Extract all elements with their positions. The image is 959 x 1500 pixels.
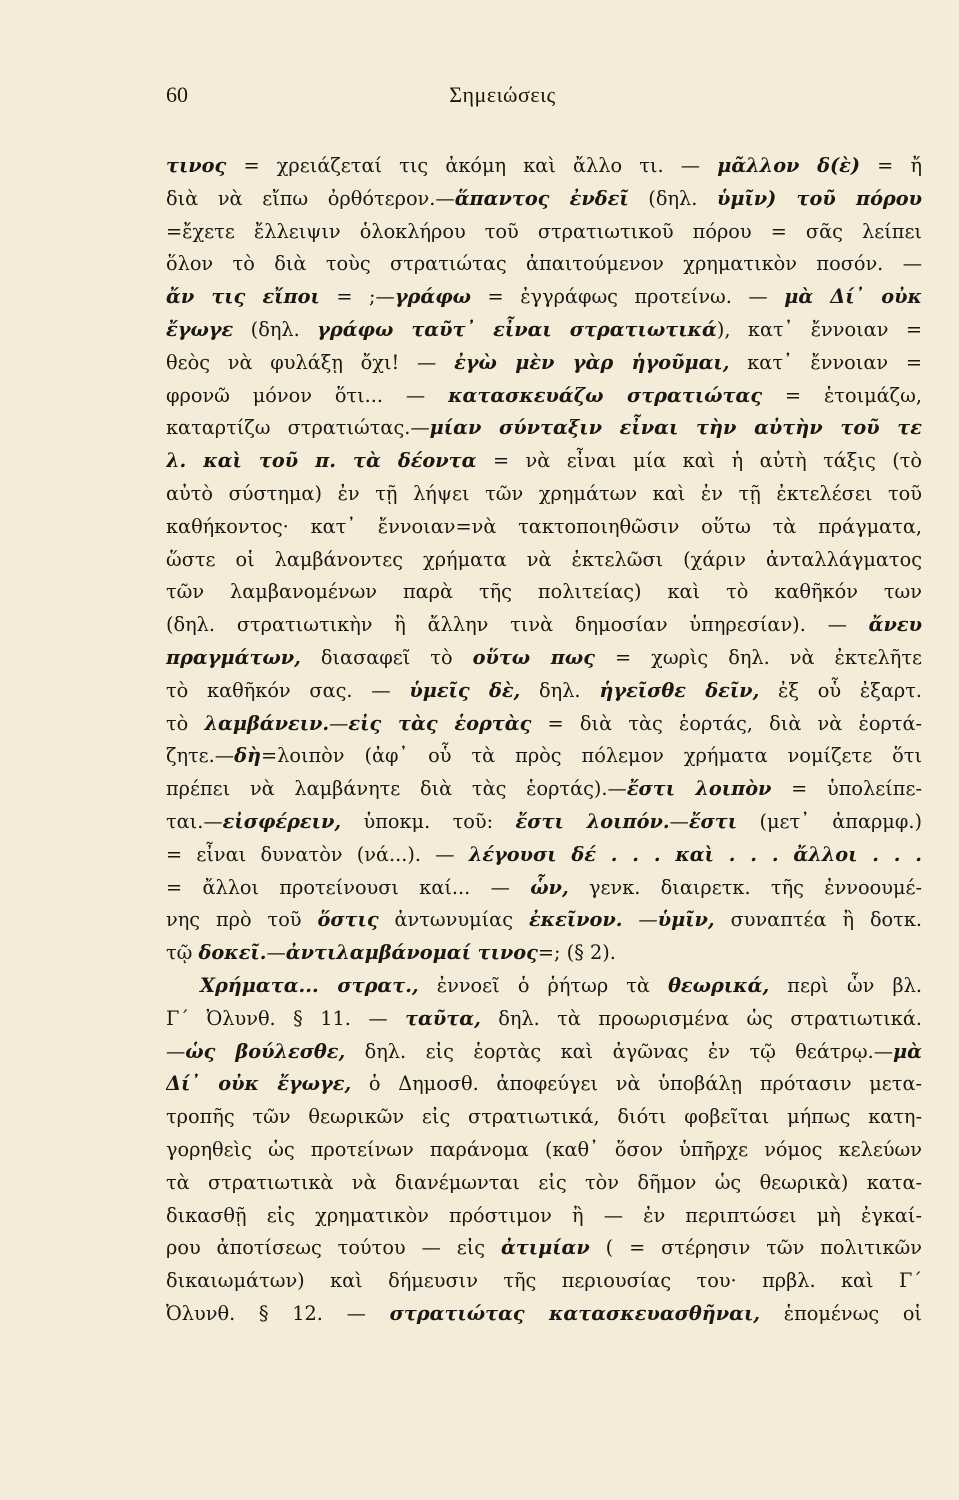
text-line [166, 314, 922, 347]
gloss-text: ἐννοεῖ ὁ ῥήτωρ τὰ [418, 973, 669, 997]
text-line [166, 773, 922, 806]
gloss-text: δικαιωμάτων) καὶ δήμευσιν τῆς περιουσίας του· πρβλ. καὶ Γ΄ [166, 1269, 922, 1293]
text-line [166, 544, 922, 577]
text-line [166, 281, 922, 314]
text-line [166, 1003, 922, 1036]
text-line [166, 1298, 922, 1331]
text-line [166, 216, 922, 249]
lemma-bold: γράφω [394, 285, 472, 309]
gloss-text: = χρειάζεταί τις ἀκόμη καὶ ἄλλο τι. — [226, 154, 718, 177]
text-line [166, 1232, 922, 1265]
gloss-text: = ἑτοιμάζω, [762, 383, 922, 407]
gloss-text: γενκ. διαιρετκ. τῆς ἐννοουμέ- [568, 875, 922, 899]
gloss-text: = ἐγγράφως προτείνω. — [471, 285, 785, 309]
lemma-bold: δὴ [234, 744, 261, 768]
lemma-bold: Χρήματα... στρατ., [200, 973, 419, 997]
lemma-bold: ἐγὼ μὲν γὰρ ἡγοῦμαι, [454, 350, 730, 374]
lemma-bold: ὧν, [530, 875, 569, 899]
gloss-text: = ;— [319, 285, 395, 309]
lemma-bold: ταῦτα, [405, 1006, 481, 1030]
gloss-text: ὁ Δημοσθ. ἀποφεύγει νὰ ὑποβάλῃ πρότασιν μετα- [351, 1072, 922, 1096]
lemma-bold: ἔστι [688, 809, 738, 833]
notes-text-block [166, 150, 922, 1331]
gloss-text: ὑποκμ. τοῦ: [341, 809, 516, 833]
gloss-text: = χωρὶς δηλ. νὰ ἐκτελῆτε [594, 645, 922, 669]
text-line [166, 970, 922, 1003]
lemma-bold: ἔγωγε [166, 317, 234, 341]
lemma-bold: εἰς τὰς ἑορτὰς [348, 711, 532, 735]
text-line [166, 347, 922, 380]
gloss-text: ), κατ᾽ ἔννοιαν = [716, 317, 922, 341]
gloss-text: τὸ [166, 711, 205, 735]
text-line [166, 1167, 922, 1200]
lemma-bold: στρατιώτας κατασκευασθῆναι, [389, 1301, 761, 1325]
gloss-text: — [622, 908, 658, 932]
page-header [166, 82, 839, 122]
lemma-bold: ἡγεῖσθε δεῖν, [599, 678, 760, 702]
gloss-text: =ἔχετε ἔλλειψιν ὁλοκλήρου τοῦ στρατιωτικοῦ πόρου = σᾶς λείπει [166, 219, 922, 243]
lemma-bold: τινος [166, 154, 227, 177]
text-line [166, 576, 922, 609]
text-line [166, 740, 922, 773]
text-line [166, 872, 922, 905]
lemma-bold: ἅπαντος ἐνδεῖ [454, 186, 629, 210]
gloss-text: =; (§ 2). [537, 941, 616, 965]
text-line [166, 904, 922, 937]
gloss-text: = νὰ εἶναι μία καὶ ἡ αὐτὴ τάξις (τὸ [476, 449, 922, 473]
gloss-text: ὥστε οἱ λαμβάνοντες χρήματα νὰ ἐκτελῶσι (χάριν ἀνταλλάγματος [166, 547, 922, 571]
text-line [166, 248, 922, 281]
lemma-bold: ὑμεῖς δὲ, [409, 678, 521, 702]
gloss-text: ρου ἀποτίσεως τούτου — εἰς [166, 1236, 501, 1260]
lemma-bold: ἐκεῖνον. [528, 908, 623, 932]
gloss-text: τὸ καθῆκόν σας. — [166, 678, 410, 702]
text-line [166, 1265, 922, 1298]
lemma-bold: μὰ [893, 1039, 922, 1063]
lemma-bold: ἄν τις εἴποι [166, 285, 320, 309]
gloss-text: τὰ στρατιωτικὰ νὰ διανέμωνται εἰς τὸν δῆμον ὡς θεωρικὰ) κατα- [166, 1170, 922, 1194]
text-line [166, 412, 922, 445]
gloss-text: ἐξ οὗ ἐξαρτ. [759, 678, 922, 702]
text-line [166, 675, 922, 708]
lemma-bold: ἔστι λοιπόν. [515, 809, 670, 833]
lemma-bold: ἀτιμίαν [500, 1236, 590, 1260]
gloss-text: ἀντωνυμίας [378, 908, 529, 932]
gloss-text: νης πρὸ τοῦ [166, 908, 318, 932]
gloss-text: ται.— [166, 809, 223, 833]
lemma-bold: γράφω ταῦτ᾽ εἶναι στρατιωτικά [317, 317, 717, 341]
lemma-bold: οὕτω πως [472, 645, 595, 669]
text-line [166, 445, 922, 478]
gloss-text: ζητε.— [166, 744, 235, 768]
gloss-text: δικασθῇ εἰς χρηματικὸν πρόστιμον ἢ — ἐν περιπτώσει μὴ ἐγκαί- [166, 1203, 922, 1227]
gloss-text: Γ΄ Ὀλυνθ. § 11. — [166, 1006, 406, 1030]
lemma-bold: κατασκευάζω στρατιώτας [448, 383, 763, 407]
running-title: Σημειώσεις [449, 82, 556, 107]
lemma-bold: λ. καὶ τοῦ π. τὰ δέοντα [166, 449, 477, 473]
gloss-text: αὐτὸ σύστημα) ἐν τῇ λήψει τῶν χρημάτων καὶ ἐν τῇ ἐκτελέσει τοῦ [166, 481, 922, 505]
lemma-bold: λαμβάνειν. [204, 711, 330, 735]
text-line [166, 708, 922, 741]
gloss-text: ( = στέρησιν τῶν πολιτικῶν [589, 1236, 922, 1260]
gloss-text: τῶν λαμβανομένων παρὰ τῆς πολιτείας) καὶ τὸ καθῆκόν των [166, 580, 922, 604]
gloss-text: τῷ [166, 941, 199, 965]
gloss-text: θεὸς νὰ φυλάξῃ ὄχι! — [166, 350, 455, 374]
gloss-text: = ὑπολείπε- [771, 777, 922, 801]
gloss-text: (δηλ. στρατιωτικὴν ἢ ἄλλην τινὰ δημοσίαν ὑπηρεσίαν). — [166, 613, 869, 637]
gloss-text: δηλ. εἰς ἑορτὰς καὶ ἀγῶνας ἐν τῷ θεάτρῳ.— [345, 1039, 894, 1063]
text-line [166, 642, 922, 675]
lemma-bold: μὰ Δί᾽ οὐκ [784, 285, 922, 309]
lemma-bold: ὡς βούλεσθε, [185, 1039, 346, 1063]
gloss-text: — [166, 1039, 186, 1063]
text-line [166, 1068, 922, 1101]
gloss-text: — [329, 711, 349, 735]
gloss-text: ἑπομένως οἱ [760, 1301, 922, 1325]
gloss-text: Ὀλυνθ. § 12. — [166, 1301, 390, 1325]
lemma-bold: λέγουσι δέ . . . καὶ . . . ἄλλοι . . . [468, 842, 922, 866]
gloss-text: καταρτίζω στρατιώτας.— [166, 416, 430, 440]
text-line [166, 937, 922, 970]
page-number: 60 [166, 82, 188, 107]
text-line [166, 478, 922, 511]
gloss-text: — [266, 941, 286, 965]
text-line [166, 183, 922, 216]
gloss-text: = εἶναι δυνατὸν (νά...). — [166, 842, 469, 866]
text-line [166, 839, 922, 872]
text-line [166, 1101, 922, 1134]
lemma-bold: μᾶλλον δ(ὲ) [717, 154, 860, 177]
gloss-text: συναπτέα ἢ δοτκ. [714, 908, 922, 932]
gloss-text: φρονῶ μόνον ὅτι... — [166, 383, 449, 407]
gloss-text: καθήκοντος· κατ᾽ ἔννοιαν=νὰ τακτοποιηθῶσιν οὕτω τὰ πράγματα, [166, 514, 922, 538]
lemma-bold: δοκεῖ. [198, 941, 267, 965]
lemma-bold: ἀντιλαμβάνομαί τινος [285, 941, 538, 965]
gloss-text: διασαφεῖ τὸ [300, 645, 473, 669]
lemma-bold: ὅστις [317, 908, 379, 932]
gloss-text: (δηλ. [233, 317, 318, 341]
text-line [166, 609, 922, 642]
gloss-text: γορηθεὶς ὡς προτείνων παράνομα (καθ᾽ ὅσον ὑπῆρχε νόμος κελεύων [166, 1137, 922, 1161]
gloss-text: δηλ. τὰ προωρισμένα ὡς στρατιωτικά. [480, 1006, 922, 1030]
lemma-bold: ὑμῖν, [657, 908, 715, 932]
lemma-bold: μίαν σύνταξιν εἶναι τὴν αὐτὴν τοῦ τε [429, 416, 922, 440]
gloss-text: τροπῆς τῶν θεωρικῶν εἰς στρατιωτικά, διότι φοβεῖται μήπως κατη- [166, 1105, 922, 1129]
lemma-bold: Δί᾽ οὐκ ἔγωγε, [166, 1072, 352, 1096]
gloss-text: (μετ᾽ ἀπαρμφ.) [737, 809, 922, 833]
text-line [166, 380, 922, 413]
gloss-text: κατ᾽ ἔννοιαν = [729, 350, 922, 374]
gloss-text: =λοιπὸν (ἀφ᾽ οὗ τὰ πρὸς πόλεμον χρήματα νομίζετε ὅτι [260, 744, 922, 768]
text-line [166, 150, 922, 183]
gloss-text: δηλ. [520, 678, 600, 702]
text-line [166, 1134, 922, 1167]
lemma-bold: θεωρικά, [668, 973, 770, 997]
lemma-bold: εἰσφέρειν, [222, 809, 342, 833]
gloss-text: διὰ νὰ εἴπω ὀρθότερον.— [166, 186, 455, 210]
text-line [166, 511, 922, 544]
gloss-text: = ἄλλοι προτείνουσι καί... — [166, 875, 531, 899]
lemma-bold: πραγμάτων, [166, 645, 301, 669]
gloss-text: (δηλ. [628, 186, 717, 210]
gloss-text: = ἤ [860, 154, 922, 177]
lemma-bold: ἔστι λοιπὸν [626, 777, 772, 801]
text-line [166, 1036, 922, 1069]
gloss-text: πρέπει νὰ λαμβάνητε διὰ τὰς ἑορτάς).— [166, 777, 627, 801]
gloss-text: περὶ ὧν βλ. [769, 973, 922, 997]
lemma-bold: ἄνευ [868, 613, 922, 637]
gloss-text: ὅλον τὸ διὰ τοὺς στρατιώτας ἀπαιτούμενον χρηματικὸν ποσόν. — [166, 252, 922, 276]
gloss-text: — [669, 809, 689, 833]
lemma-bold: ὑμῖν) τοῦ πόρου [716, 186, 922, 210]
text-line [166, 1200, 922, 1233]
text-line [166, 806, 922, 839]
gloss-text: = διὰ τὰς ἑορτάς, διὰ νὰ ἑορτά- [531, 711, 922, 735]
